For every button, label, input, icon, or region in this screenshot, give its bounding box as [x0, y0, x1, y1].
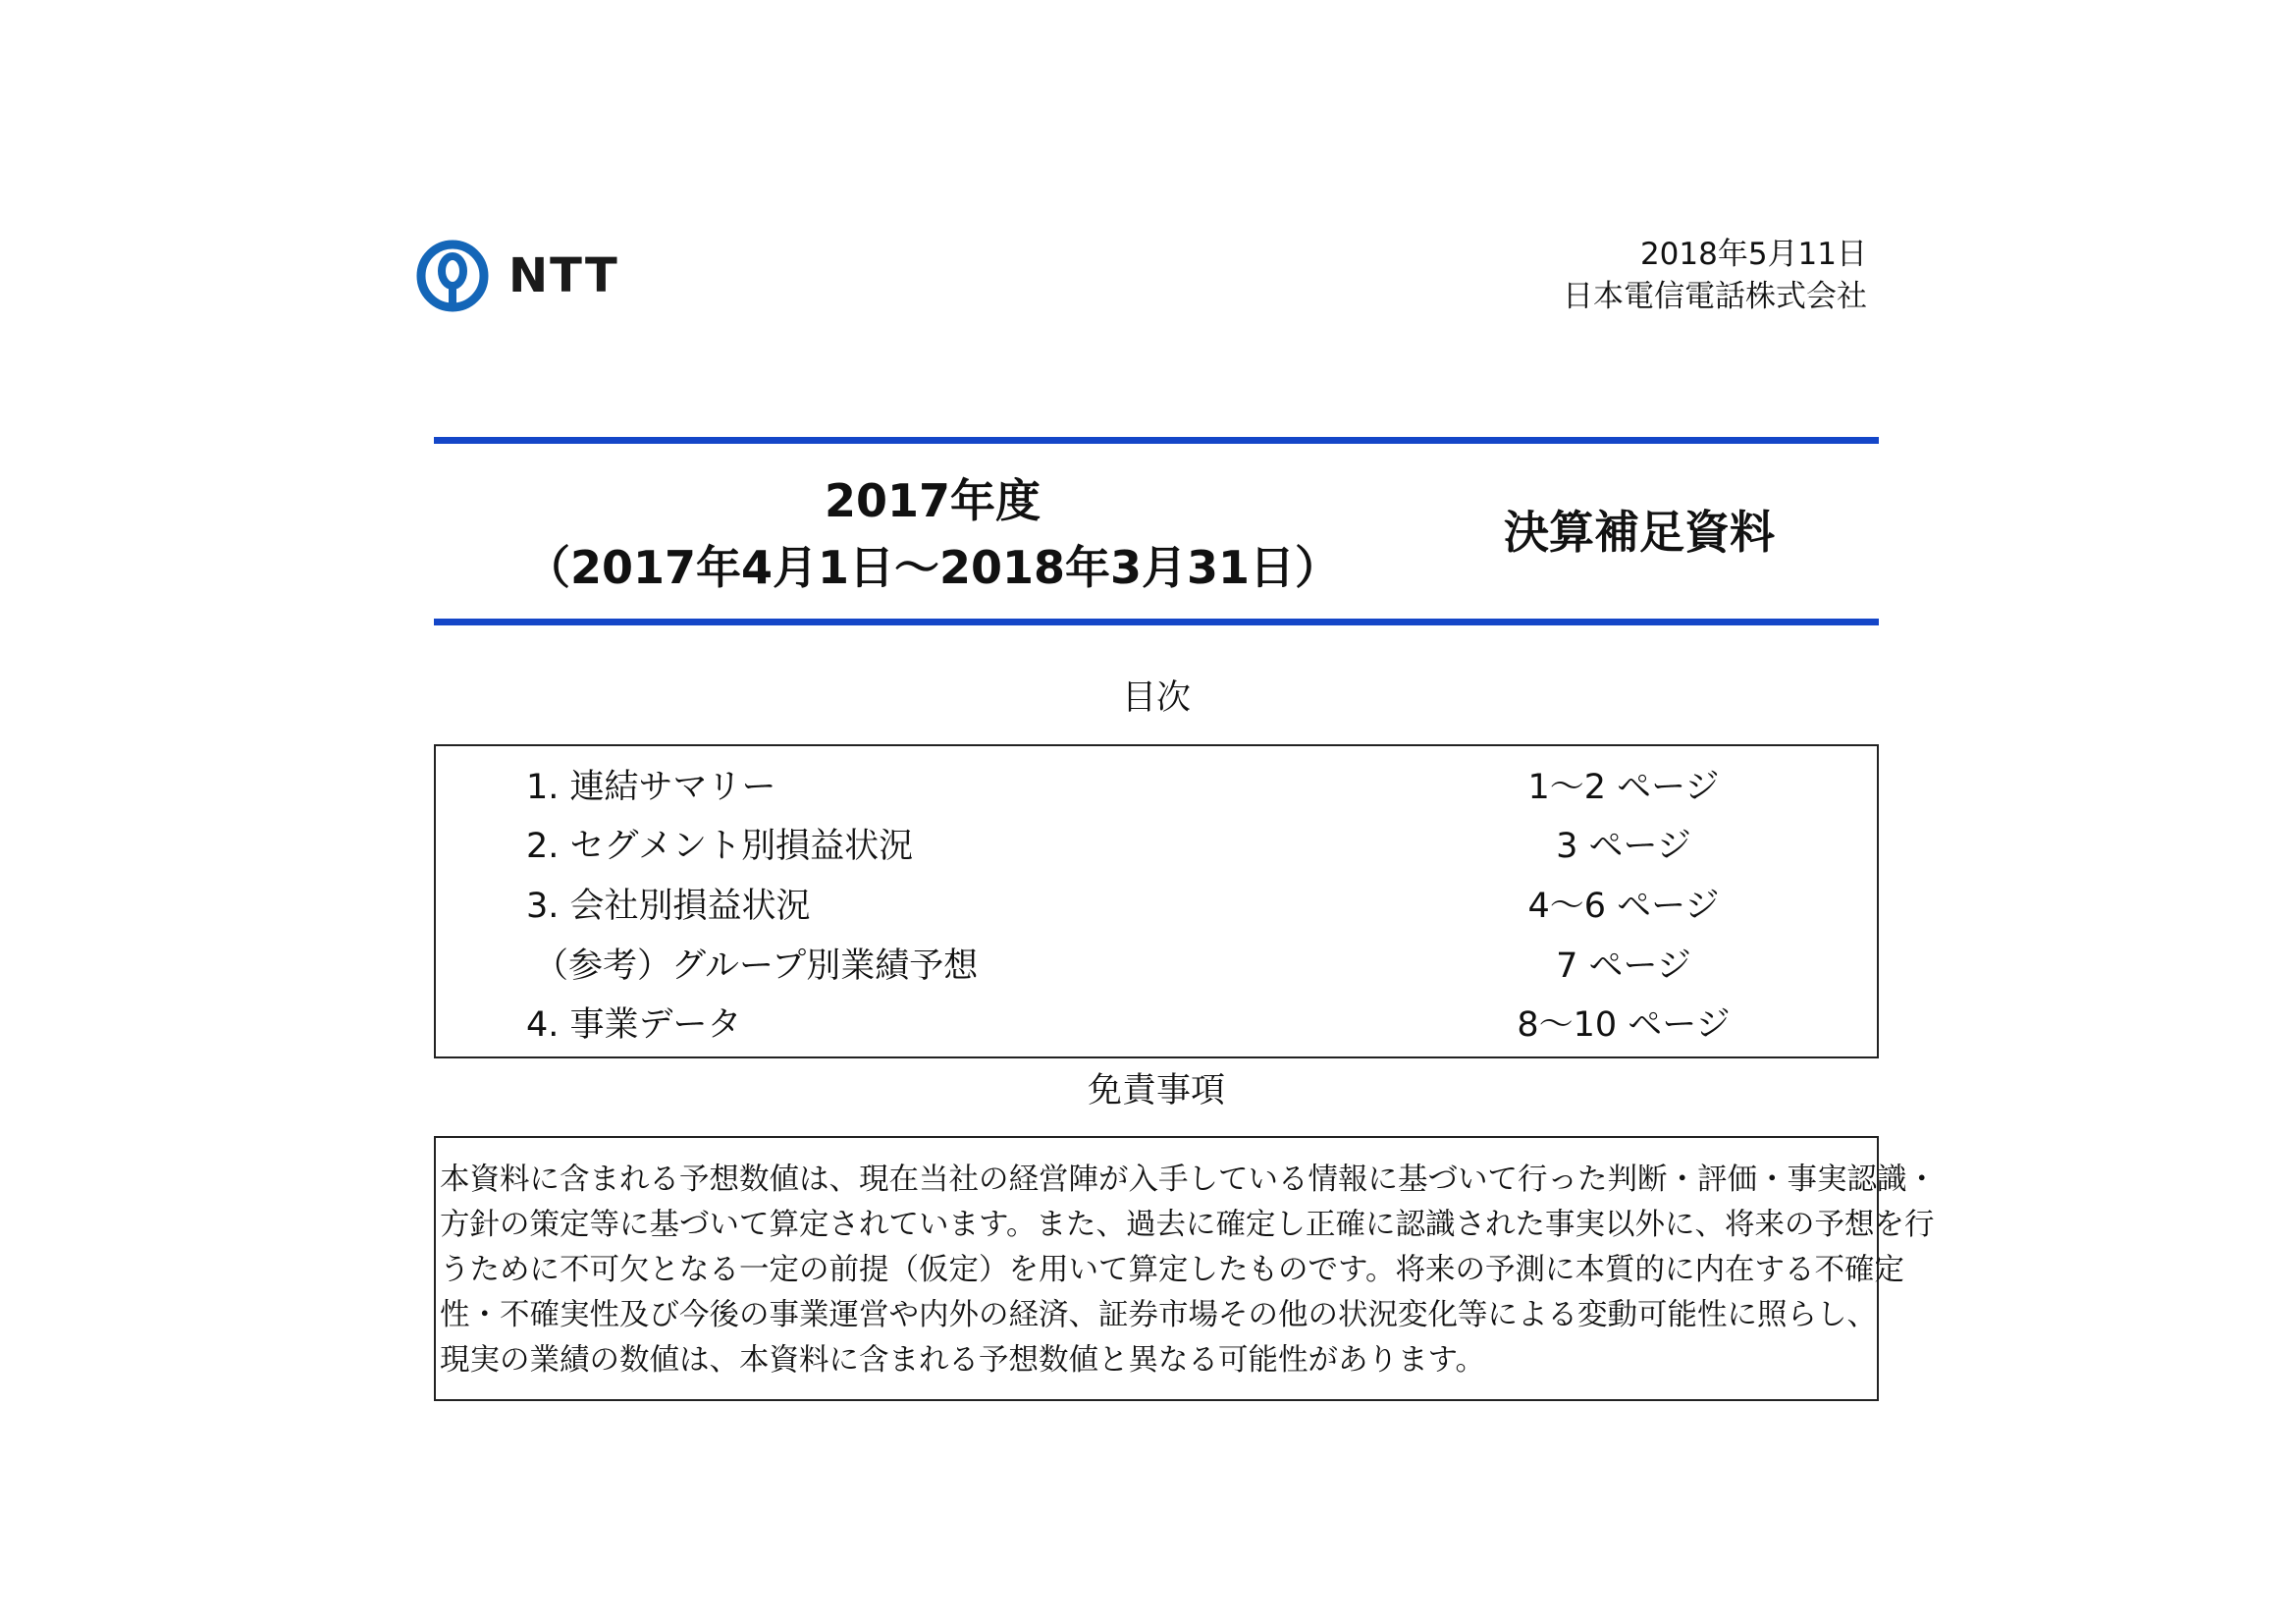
- ntt-loop-icon: [416, 240, 489, 312]
- title-rule-bottom: [434, 619, 1879, 625]
- toc-item: [436, 817, 1877, 876]
- toc-item: [436, 996, 1877, 1055]
- toc-item-label: 4. 事業データ: [526, 1005, 742, 1045]
- toc-item-label: 2. セグメント別損益状況: [526, 827, 914, 866]
- company-name: 日本電信電話株式会社: [1563, 279, 1867, 314]
- document-title: 決算補足資料: [1504, 506, 1775, 559]
- table-of-contents: [434, 744, 1879, 1058]
- disclaimer-line: 性・不確実性及び今後の事業運営や内外の経済、証券市場その他の状況変化等による変動可能性に照らし、: [440, 1298, 1877, 1332]
- toc-item-pages: 8～10 ページ: [1517, 1005, 1731, 1045]
- toc-heading: 目次: [1121, 678, 1191, 718]
- fiscal-year: 2017年度: [824, 474, 1041, 527]
- toc-item: [436, 877, 1877, 936]
- toc-item-pages: 4～6 ページ: [1527, 887, 1720, 926]
- disclaimer-heading: 免責事項: [1087, 1071, 1225, 1110]
- toc-item: [436, 937, 1877, 996]
- disclaimer-text: [440, 1158, 1937, 1383]
- toc-item-label: 1. 連結サマリー: [526, 768, 776, 807]
- toc-item-pages: 7 ページ: [1556, 947, 1691, 986]
- toc-item-pages: 3 ページ: [1556, 827, 1691, 866]
- disclaimer-line: 現実の業績の数値は、本資料に含まれる予想数値と異なる可能性があります。: [440, 1343, 1486, 1378]
- toc-item-pages: 1～2 ページ: [1527, 768, 1720, 807]
- toc-item: [436, 758, 1877, 817]
- disclaimer-line: 本資料に含まれる予想数値は、現在当社の経営陣が入手している情報に基づいて行った判断・評価・事実認識・: [440, 1163, 1937, 1197]
- disclaimer-line: 方針の策定等に基づいて算定されています。また、過去に確定し正確に認識された事実以外に、将来の予想を行: [440, 1208, 1935, 1242]
- header-info: [1563, 234, 1867, 318]
- title-rule-top: [434, 437, 1879, 444]
- fiscal-period: （2017年4月1日～2018年3月31日）: [524, 541, 1341, 594]
- toc-item-label: （参考）グループ別業績予想: [534, 947, 979, 986]
- ntt-logo: [416, 240, 619, 312]
- toc-item-label: 3. 会社別損益状況: [526, 887, 811, 926]
- disclaimer-box: [434, 1136, 1937, 1401]
- disclaimer-line: うために不可欠となる一定の前提（仮定）を用いて算定したものです。将来の予測に本質的に内在する不確定: [440, 1253, 1905, 1287]
- logo-wordmark: NTT: [508, 248, 619, 303]
- publish-date: 2018年5月11日: [1639, 237, 1867, 272]
- fiscal-year-title: [461, 467, 1404, 601]
